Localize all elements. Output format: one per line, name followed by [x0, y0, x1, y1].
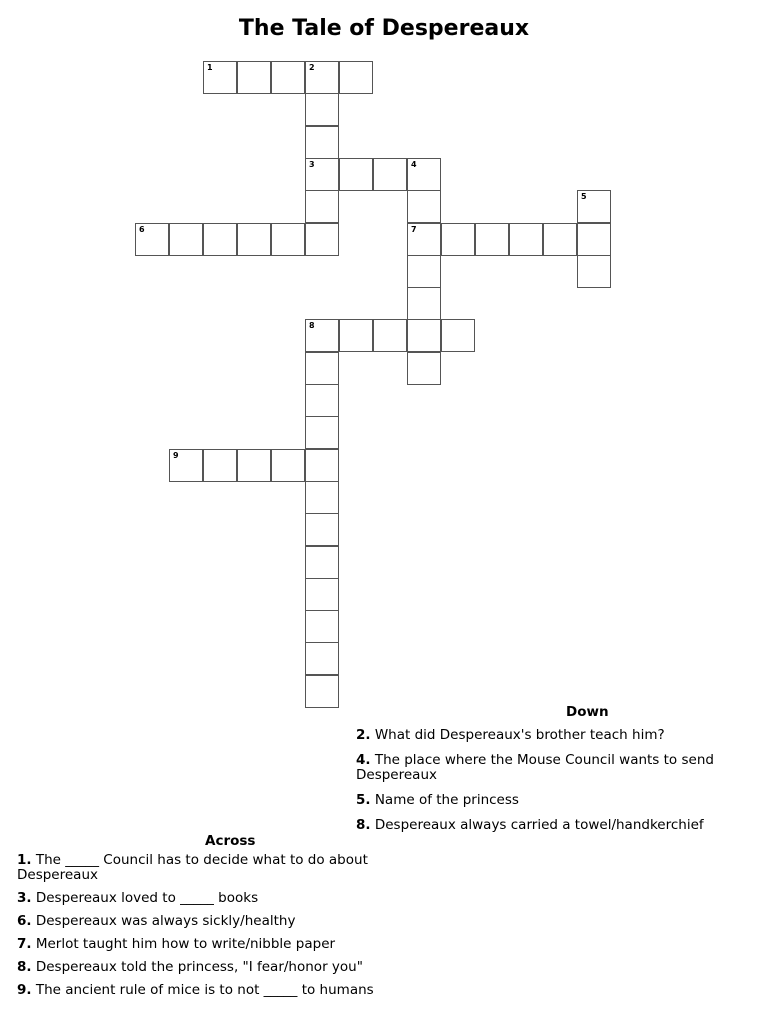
clue-number: 3.	[17, 890, 32, 906]
grid-cell[interactable]	[577, 223, 611, 256]
grid-cell[interactable]	[339, 319, 373, 352]
clue-text: Despereaux always carried a towel/handkerchief	[374, 817, 704, 833]
grid-cell[interactable]	[305, 675, 339, 708]
grid-cell[interactable]	[237, 449, 271, 482]
grid-cell[interactable]	[305, 642, 339, 675]
clue-text: Merlot taught him how to write/nibble paper	[35, 936, 336, 952]
clue-text: Name of the princess	[374, 792, 519, 808]
grid-cell[interactable]	[441, 223, 475, 256]
grid-cell[interactable]	[407, 352, 441, 385]
clue-text: Despereaux loved to _____ books	[35, 890, 259, 906]
grid-cell[interactable]	[577, 190, 611, 223]
down-clue	[356, 793, 764, 808]
grid-cell[interactable]	[305, 610, 339, 643]
down-clue	[356, 753, 764, 783]
clue-number-label: 9	[173, 451, 179, 460]
clue-number: 6.	[17, 913, 32, 929]
clue-number: 1.	[17, 852, 32, 868]
grid-cell[interactable]	[305, 352, 339, 385]
clue-number-label: 8	[309, 321, 315, 330]
clue-text: Despereaux was always sickly/healthy	[35, 913, 296, 929]
clue-text: What did Despereaux's brother teach him?	[374, 727, 665, 743]
grid-cell[interactable]	[169, 449, 203, 482]
grid-cell[interactable]	[407, 319, 441, 352]
grid-cell[interactable]	[407, 255, 441, 288]
grid-cell[interactable]	[543, 223, 577, 256]
grid-cell[interactable]	[407, 158, 441, 191]
grid-cell[interactable]	[407, 287, 441, 320]
grid-cell[interactable]	[305, 578, 339, 611]
down-clue-list	[356, 728, 764, 843]
clue-number: 4.	[356, 752, 371, 768]
clue-number-label: 3	[309, 160, 315, 169]
clue-number: 8.	[17, 959, 32, 975]
down-heading: Down	[566, 704, 609, 720]
clue-text: The _____ Council has to decide what to do about Despereaux	[17, 852, 368, 883]
grid-cell[interactable]	[305, 190, 339, 223]
clue-text: Despereaux told the princess, "I fear/honor you"	[35, 959, 363, 975]
grid-cell[interactable]	[339, 61, 373, 94]
grid-cell[interactable]	[203, 223, 237, 256]
clue-number-label: 2	[309, 63, 315, 72]
grid-cell[interactable]	[271, 61, 305, 94]
grid-cell[interactable]	[271, 223, 305, 256]
across-clue	[17, 983, 397, 998]
grid-cell[interactable]	[305, 319, 339, 352]
clue-text: The ancient rule of mice is to not _____ to humans	[35, 982, 374, 998]
clue-number: 5.	[356, 792, 371, 808]
grid-cell[interactable]	[203, 449, 237, 482]
grid-cell[interactable]	[237, 223, 271, 256]
grid-cell[interactable]	[305, 223, 339, 256]
grid-cell[interactable]	[305, 126, 339, 159]
clue-number: 7.	[17, 936, 32, 952]
down-clue	[356, 728, 764, 743]
grid-cell[interactable]	[305, 93, 339, 126]
down-clue	[356, 818, 764, 833]
grid-cell[interactable]	[373, 319, 407, 352]
across-clue	[17, 853, 397, 883]
grid-cell[interactable]	[305, 158, 339, 191]
grid-cell[interactable]	[203, 61, 237, 94]
grid-cell[interactable]	[305, 384, 339, 417]
across-clue	[17, 960, 397, 975]
grid-cell[interactable]	[237, 61, 271, 94]
grid-cell[interactable]	[509, 223, 543, 256]
clue-number-label: 1	[207, 63, 213, 72]
clue-number-label: 7	[411, 225, 417, 234]
clue-text: The place where the Mouse Council wants to send Despereaux	[356, 752, 714, 783]
grid-cell[interactable]	[305, 546, 339, 579]
grid-cell[interactable]	[407, 223, 441, 256]
clue-number-label: 4	[411, 160, 417, 169]
grid-cell[interactable]	[475, 223, 509, 256]
across-clue	[17, 914, 397, 929]
grid-cell[interactable]	[577, 255, 611, 288]
grid-cell[interactable]	[305, 481, 339, 514]
clue-number-label: 6	[139, 225, 145, 234]
grid-cell[interactable]	[305, 449, 339, 482]
puzzle-title: The Tale of Despereaux	[238, 16, 530, 41]
clue-number-label: 5	[581, 192, 587, 201]
grid-cell[interactable]	[305, 416, 339, 449]
clue-number: 2.	[356, 727, 371, 743]
grid-cell[interactable]	[305, 61, 339, 94]
grid-cell[interactable]	[305, 513, 339, 546]
grid-cell[interactable]	[339, 158, 373, 191]
across-clue	[17, 937, 397, 952]
across-clue-list	[17, 853, 397, 1006]
across-clue	[17, 891, 397, 906]
grid-cell[interactable]	[271, 449, 305, 482]
grid-cell[interactable]	[135, 223, 169, 256]
clue-number: 9.	[17, 982, 32, 998]
grid-cell[interactable]	[373, 158, 407, 191]
grid-cell[interactable]	[407, 190, 441, 223]
across-heading: Across	[205, 833, 256, 849]
grid-cell[interactable]	[441, 319, 475, 352]
clue-number: 8.	[356, 817, 371, 833]
grid-cell[interactable]	[169, 223, 203, 256]
